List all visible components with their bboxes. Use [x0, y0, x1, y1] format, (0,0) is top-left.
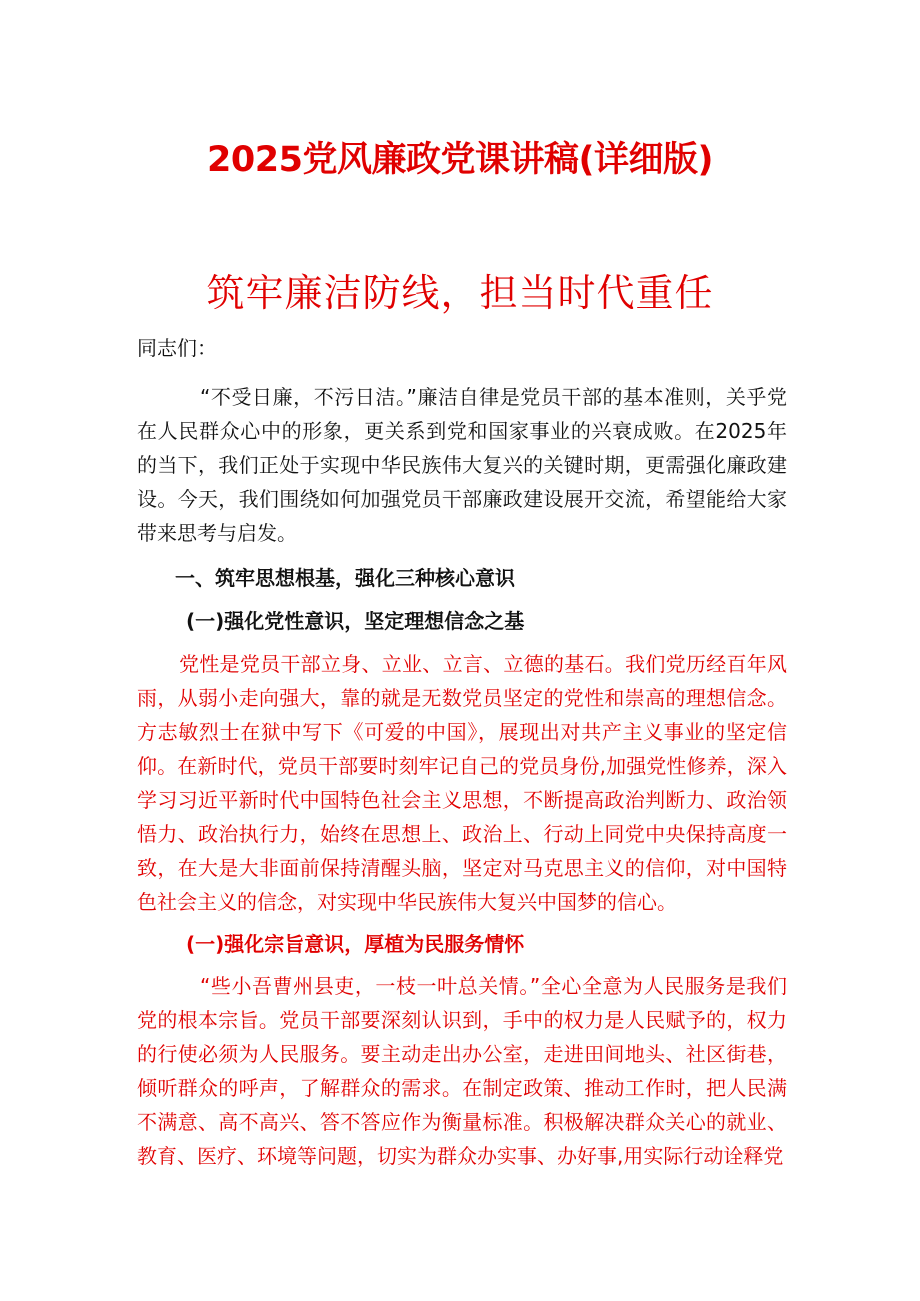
document-subtitle: 筑牢廉洁防线，担当时代重任 [206, 271, 714, 315]
section-1-heading: 一、筑牢思想根基，强化三种核心意识 [175, 566, 515, 590]
document-title: 2025党风廉政党课讲稿(详细版) [207, 140, 713, 180]
subsection-1-heading: (一)强化党性意识，坚定理想信念之基 [186, 609, 525, 633]
subsection-1-paragraph: 党性是党员干部立身、立业、立言、立德的基石。我们党历经百年风雨，从弱小走向强大，靠的就是无数党员坚定的党性和崇高的理想信念。方志敏烈士在狱中写下《可爱的中国》，展现出对共产主义事业的坚定信仰。在新时代，党员干部要时刻牢记自己的党员身份,加强党性修养，深入学习习近平新时代中国特色社会主义思想，不断提高政治判断力、政治领悟力、政治执行力，始终在思想上、政治上、行动上同党中央保持高度一致，在大是大非面前保持清醒头脑，坚定对马克思主义的信仰，对中国特色社会主义的信念，对实现中华民族伟大复兴中国梦的信心。 [137, 652, 787, 914]
subsection-2-paragraph: “些小吾曹州县吏，一枝一叶总关情。”全心全意为人民服务是我们党的根本宗旨。党员干部要深刻认识到，手中的权力是人民赋予的，权力的行使必须为人民服务。要主动走出办公室，走进田间地头、社区街巷，倾听群众的呼声，了解群众的需求。在制定政策、推动工作时，把人民满不满意、高不高兴、答不答应作为衡量标准。积极解决群众关心的就业、教育、医疗、环境等问题，切实为群众办实事、办好事,用实际行动诠释党 [137, 974, 787, 1168]
intro-paragraph: “不受日廉，不污日洁。”廉洁自律是党员干部的基本准则，关乎党在人民群众心中的形象，更关系到党和国家事业的兴衰成败。在2025年的当下，我们正处于实现中华民族伟大复兴的关键时期，更需强化廉政建设。今天，我们围绕如何加强党员干部廉政建设展开交流，希望能给大家带来思考与启发。 [137, 385, 787, 545]
salutation: 同志们： [137, 336, 217, 360]
subsection-2-heading: (一)强化宗旨意识，厚植为民服务情怀 [186, 932, 525, 956]
